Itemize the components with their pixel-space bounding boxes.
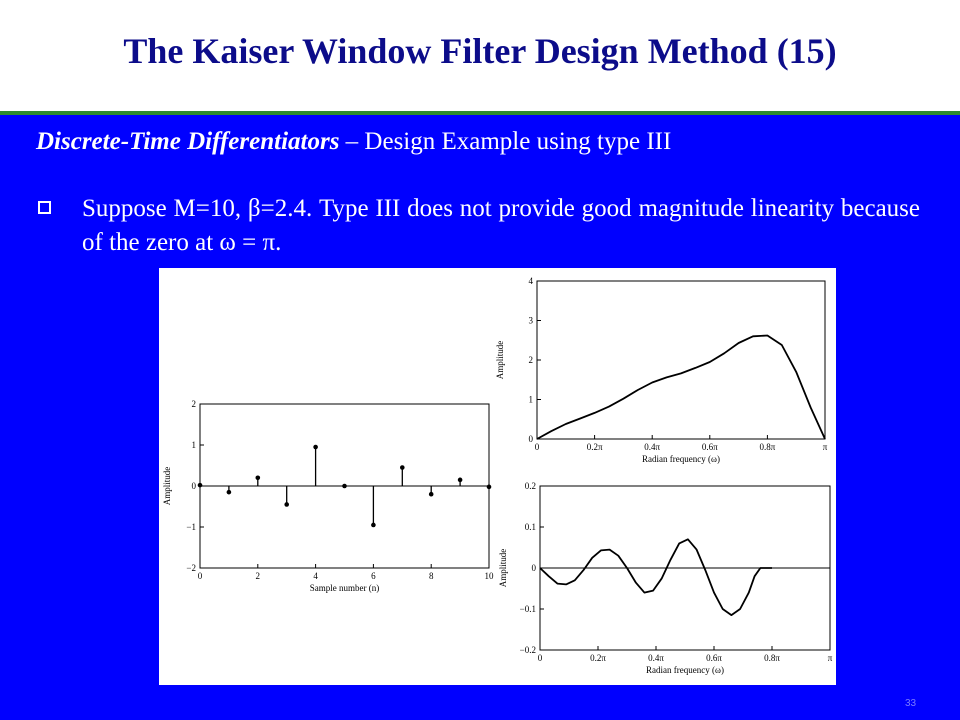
x-axis-label: Radian frequency (ω) bbox=[646, 665, 724, 675]
x-tick-label: 0 bbox=[197, 571, 203, 581]
bullet-text: Suppose M=10, β=2.4. Type III does not provide good magnitude linearity because of the zero at ω = π. bbox=[82, 195, 920, 256]
y-tick-label: −0.1 bbox=[519, 604, 536, 614]
y-tick-label: 2 bbox=[191, 399, 196, 409]
x-tick-label: 0.8π bbox=[764, 653, 780, 663]
x-tick-label: 10 bbox=[484, 571, 494, 581]
x-tick-label: 0.6π bbox=[701, 442, 718, 452]
stem-marker bbox=[400, 465, 405, 470]
stem-marker bbox=[198, 483, 203, 488]
y-axis-label: Amplitude bbox=[498, 548, 508, 588]
y-axis-label: Amplitude bbox=[162, 466, 172, 506]
stem-marker bbox=[371, 523, 376, 528]
error-response-chart bbox=[498, 481, 833, 675]
stem-marker bbox=[227, 490, 232, 495]
subtitle-detail: – Design Example using type III bbox=[339, 128, 672, 155]
figure-panel bbox=[159, 268, 836, 685]
x-axis-label: Radian frequency (ω) bbox=[642, 454, 720, 464]
y-tick-label: 0 bbox=[191, 481, 196, 491]
slide-title: The Kaiser Window Filter Design Method (15) bbox=[123, 31, 837, 71]
stem-marker bbox=[429, 492, 434, 497]
plot-frame bbox=[537, 281, 825, 439]
x-axis-label: Sample number (n) bbox=[309, 583, 380, 593]
stem-marker bbox=[487, 485, 492, 490]
x-tick-label: 0 bbox=[534, 442, 540, 452]
bullet-box-icon bbox=[38, 201, 51, 214]
y-tick-label: −1 bbox=[186, 522, 196, 532]
response-curve bbox=[537, 336, 825, 440]
y-tick-label: 1 bbox=[191, 440, 196, 450]
y-tick-label: 3 bbox=[528, 315, 533, 326]
y-tick-label: −0.2 bbox=[519, 645, 536, 655]
x-tick-label: 0.8π bbox=[759, 442, 776, 452]
response-curve bbox=[540, 539, 772, 615]
stem-marker bbox=[342, 484, 347, 489]
y-tick-label: 0.2 bbox=[524, 481, 536, 491]
magnitude-response-chart bbox=[495, 276, 828, 464]
x-tick-label: 8 bbox=[428, 571, 434, 581]
x-tick-label: π bbox=[822, 442, 828, 452]
x-tick-label: 2 bbox=[255, 571, 261, 581]
impulse-response-chart bbox=[162, 399, 494, 593]
x-tick-label: 0.2π bbox=[590, 653, 606, 663]
stem-marker bbox=[313, 445, 318, 450]
x-tick-label: 0.6π bbox=[706, 653, 722, 663]
x-tick-label: 0.2π bbox=[586, 442, 603, 452]
x-tick-label: 6 bbox=[371, 571, 376, 581]
y-tick-label: 0.1 bbox=[524, 522, 536, 532]
x-tick-label: 4 bbox=[313, 571, 318, 581]
x-tick-label: 0.4π bbox=[644, 442, 661, 452]
stem-marker bbox=[256, 476, 261, 481]
stem-marker bbox=[458, 478, 463, 483]
x-tick-label: π bbox=[827, 653, 833, 663]
stem-marker bbox=[284, 502, 289, 507]
subtitle-topic: Discrete-Time Differentiators bbox=[36, 128, 340, 155]
y-tick-label: 0 bbox=[531, 563, 536, 573]
title-bar bbox=[0, 0, 960, 111]
x-tick-label: 0 bbox=[537, 653, 543, 663]
slide-subtitle bbox=[36, 128, 671, 156]
figure-svg bbox=[159, 268, 836, 685]
y-tick-label: 1 bbox=[528, 394, 533, 405]
y-tick-label: 4 bbox=[528, 276, 533, 286]
x-tick-label: 0.4π bbox=[648, 653, 664, 663]
page-number: 33 bbox=[905, 698, 917, 709]
y-tick-label: 2 bbox=[528, 355, 533, 365]
y-tick-label: −2 bbox=[186, 563, 196, 573]
title-divider bbox=[0, 111, 960, 115]
y-axis-label: Amplitude bbox=[495, 340, 505, 380]
y-tick-label: 0 bbox=[528, 434, 533, 444]
